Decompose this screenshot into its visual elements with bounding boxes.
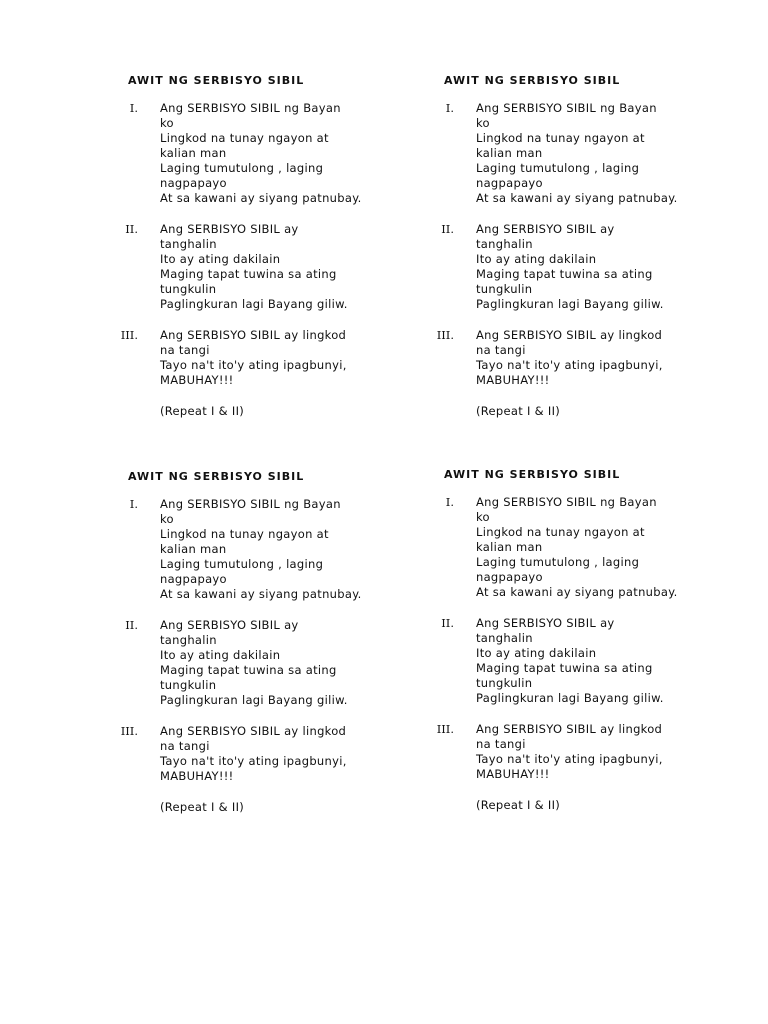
lyric-line: Laging tumutulong , laging — [476, 555, 640, 569]
lyric-line: na tangi — [476, 343, 526, 357]
lyric-line: Laging tumutulong , laging — [476, 161, 640, 175]
lyric-line: Ang SERBISYO SIBIL ay — [160, 618, 299, 632]
stanza-lines — [476, 328, 708, 388]
lyric-line: nagpapayo — [476, 176, 543, 190]
lyric-line: Maging tapat tuwina sa ating — [160, 663, 337, 677]
song-copy-top-right — [414, 74, 734, 419]
lyric-line: Ito ay ating dakilain — [476, 252, 597, 266]
lyric-line: na tangi — [160, 739, 210, 753]
stanza-1 — [414, 495, 734, 600]
lyric-line: Ang SERBISYO SIBIL ay lingkod — [160, 724, 347, 738]
song-title: AWIT NG SERBISYO SIBIL — [444, 74, 621, 87]
stanza-lines — [160, 618, 392, 708]
lyric-line: Lingkod na tunay ngayon at — [476, 525, 645, 539]
lyric-line: ko — [476, 510, 490, 524]
stanza-numeral: II. — [125, 222, 138, 236]
lyric-line: na tangi — [160, 343, 210, 357]
lyric-line: nagpapayo — [476, 570, 543, 584]
stanza-lines — [476, 101, 708, 206]
stanza-numeral: I. — [445, 495, 454, 509]
song-copy-bottom-left — [98, 470, 418, 815]
lyric-line: Ito ay ating dakilain — [160, 252, 281, 266]
stanza-numeral: I. — [445, 101, 454, 115]
lyric-line: Paglingkuran lagi Bayang giliw. — [476, 297, 664, 311]
lyric-line: Ang SERBISYO SIBIL ay lingkod — [160, 328, 347, 342]
lyric-line: Tayo na't ito'y ating ipagbunyi, — [476, 752, 663, 766]
lyric-line: Tayo na't ito'y ating ipagbunyi, — [476, 358, 663, 372]
lyric-line: Lingkod na tunay ngayon at — [160, 527, 329, 541]
lyric-line: kalian man — [160, 542, 227, 556]
lyric-line: ko — [476, 116, 490, 130]
lyric-line: tanghalin — [160, 237, 217, 251]
song-copy-top-left — [98, 74, 418, 419]
stanza-numeral: III. — [120, 328, 138, 342]
lyric-line: Ang SERBISYO SIBIL ay — [160, 222, 299, 236]
lyric-line: Maging tapat tuwina sa ating — [476, 661, 653, 675]
lyric-line: tanghalin — [476, 237, 533, 251]
stanza-numeral: II. — [125, 618, 138, 632]
lyric-line: Ang SERBISYO SIBIL ay — [476, 616, 615, 630]
lyric-line: MABUHAY!!! — [476, 373, 550, 387]
lyric-line: kalian man — [160, 146, 227, 160]
lyric-line: kalian man — [476, 540, 543, 554]
stanza-1 — [98, 101, 418, 206]
lyric-line: tanghalin — [160, 633, 217, 647]
stanza-numeral: III. — [436, 328, 454, 342]
stanza-2 — [98, 222, 418, 312]
lyric-line: ko — [160, 512, 174, 526]
lyric-line: Maging tapat tuwina sa ating — [160, 267, 337, 281]
lyric-line: tungkulin — [160, 678, 217, 692]
stanza-lines — [160, 101, 392, 206]
lyric-line: na tangi — [476, 737, 526, 751]
stanza-lines — [476, 495, 708, 600]
stanza-2 — [98, 618, 418, 708]
repeat-note: (Repeat I & II) — [160, 800, 245, 814]
lyric-line: kalian man — [476, 146, 543, 160]
lyric-line: tungkulin — [160, 282, 217, 296]
stanza-numeral: I. — [129, 101, 138, 115]
stanza-lines — [476, 616, 708, 706]
lyric-line: At sa kawani ay siyang patnubay. — [476, 585, 678, 599]
lyric-line: At sa kawani ay siyang patnubay. — [160, 191, 362, 205]
repeat-note: (Repeat I & II) — [476, 798, 561, 812]
stanza-1 — [98, 497, 418, 602]
song-title: AWIT NG SERBISYO SIBIL — [444, 468, 621, 481]
lyric-line: tungkulin — [476, 282, 533, 296]
stanza-lines — [160, 497, 392, 602]
lyric-line: tanghalin — [476, 631, 533, 645]
lyric-line: Ang SERBISYO SIBIL ng Bayan — [476, 101, 657, 115]
lyric-line: Lingkod na tunay ngayon at — [160, 131, 329, 145]
song-title: AWIT NG SERBISYO SIBIL — [128, 470, 305, 483]
stanza-3 — [98, 724, 418, 784]
stanza-numeral: III. — [436, 722, 454, 736]
stanza-numeral: I. — [129, 497, 138, 511]
stanza-lines — [476, 722, 708, 782]
lyric-line: Laging tumutulong , laging — [160, 557, 324, 571]
stanza-numeral: II. — [441, 616, 454, 630]
lyric-line: At sa kawani ay siyang patnubay. — [160, 587, 362, 601]
lyric-line: Ang SERBISYO SIBIL ay — [476, 222, 615, 236]
lyric-line: Ang SERBISYO SIBIL ng Bayan — [160, 101, 341, 115]
lyric-line: Ang SERBISYO SIBIL ng Bayan — [160, 497, 341, 511]
lyric-line: Ito ay ating dakilain — [476, 646, 597, 660]
lyric-line: MABUHAY!!! — [160, 769, 234, 783]
lyric-line: Ang SERBISYO SIBIL ay lingkod — [476, 328, 663, 342]
repeat-note: (Repeat I & II) — [160, 404, 245, 418]
stanza-numeral: III. — [120, 724, 138, 738]
lyric-line: Ang SERBISYO SIBIL ng Bayan — [476, 495, 657, 509]
lyric-line: Lingkod na tunay ngayon at — [476, 131, 645, 145]
lyric-line: Tayo na't ito'y ating ipagbunyi, — [160, 754, 347, 768]
song-title: AWIT NG SERBISYO SIBIL — [128, 74, 305, 87]
lyric-line: ko — [160, 116, 174, 130]
stanza-lines — [476, 222, 708, 312]
stanza-lines — [160, 724, 392, 784]
lyric-line: Ito ay ating dakilain — [160, 648, 281, 662]
stanza-2 — [414, 616, 734, 706]
lyric-line: Ang SERBISYO SIBIL ay lingkod — [476, 722, 663, 736]
lyric-line: nagpapayo — [160, 572, 227, 586]
lyric-line: Maging tapat tuwina sa ating — [476, 267, 653, 281]
lyric-line: Paglingkuran lagi Bayang giliw. — [160, 693, 348, 707]
lyric-line: nagpapayo — [160, 176, 227, 190]
stanza-3 — [98, 328, 418, 388]
lyric-line: tungkulin — [476, 676, 533, 690]
lyric-line: MABUHAY!!! — [160, 373, 234, 387]
lyric-line: At sa kawani ay siyang patnubay. — [476, 191, 678, 205]
lyric-line: Laging tumutulong , laging — [160, 161, 324, 175]
song-copy-bottom-right — [414, 468, 734, 813]
stanza-lines — [160, 328, 392, 388]
lyric-line: Tayo na't ito'y ating ipagbunyi, — [160, 358, 347, 372]
repeat-note: (Repeat I & II) — [476, 404, 561, 418]
stanza-3 — [414, 722, 734, 782]
lyric-line: Paglingkuran lagi Bayang giliw. — [160, 297, 348, 311]
stanza-lines — [160, 222, 392, 312]
lyric-line: MABUHAY!!! — [476, 767, 550, 781]
stanza-3 — [414, 328, 734, 388]
stanza-numeral: II. — [441, 222, 454, 236]
stanza-1 — [414, 101, 734, 206]
lyric-line: Paglingkuran lagi Bayang giliw. — [476, 691, 664, 705]
stanza-2 — [414, 222, 734, 312]
